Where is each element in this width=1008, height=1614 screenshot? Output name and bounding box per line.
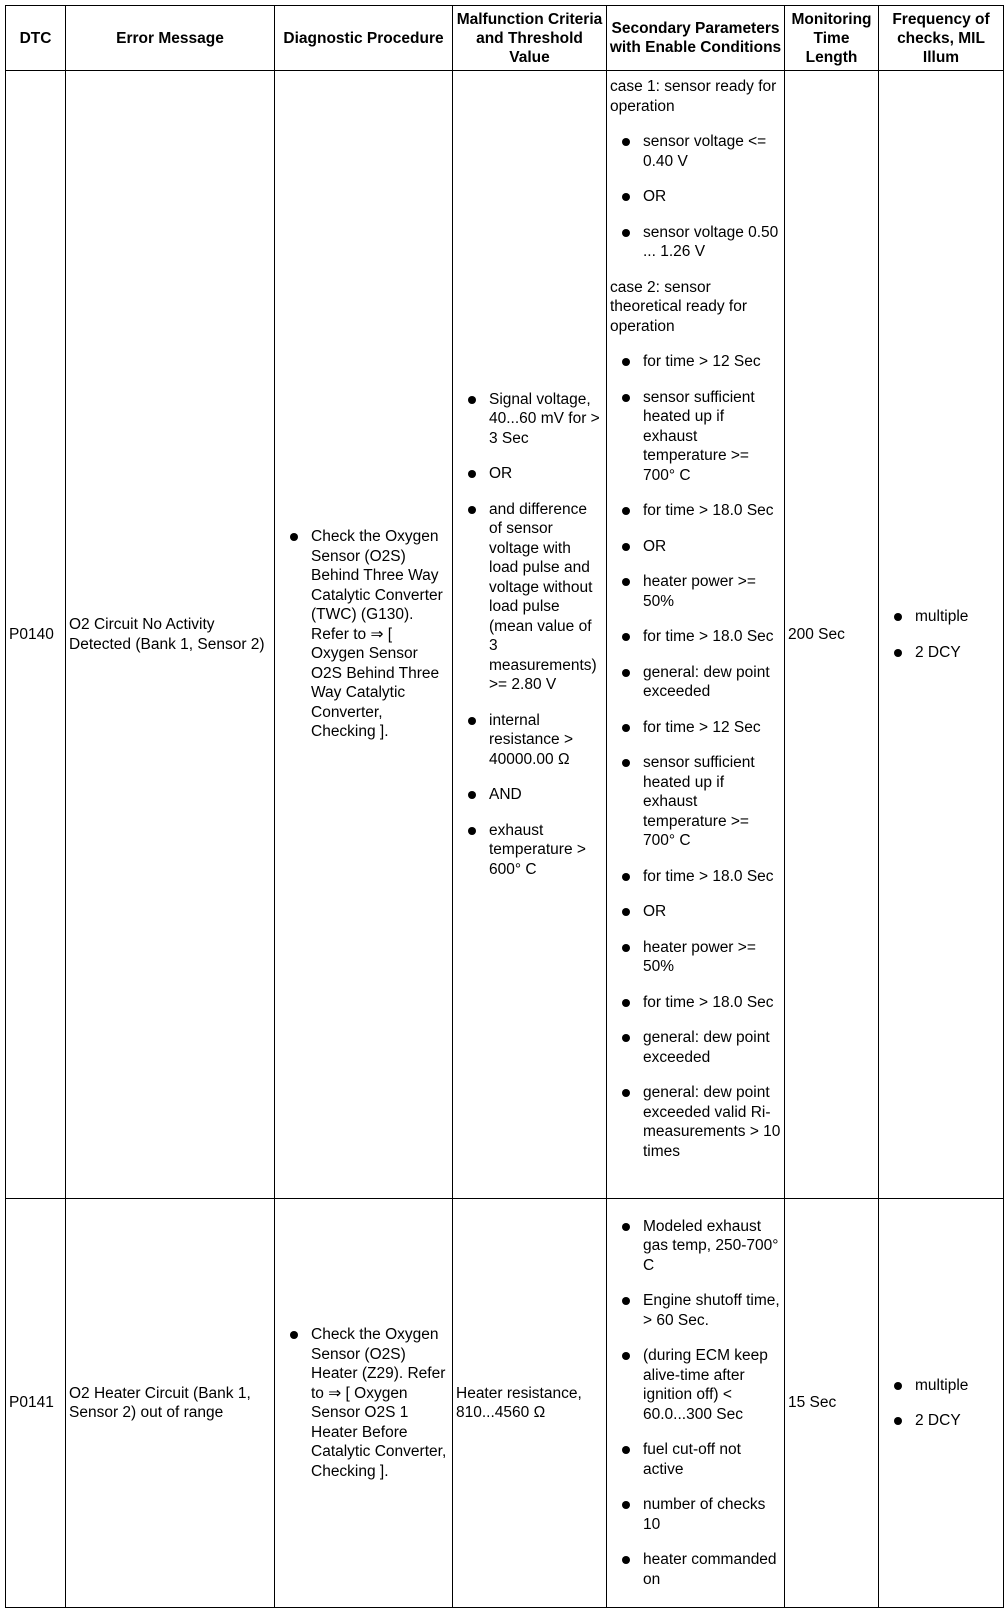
list-item: for time > 12 Sec (610, 352, 781, 372)
list-item: Signal voltage, 40...60 mV for > 3 Sec (456, 390, 603, 449)
list-item: heater commanded on (610, 1550, 781, 1589)
frequency-list (882, 1376, 1000, 1431)
malfunction-criteria: Heater resistance, 810...4560 Ω (453, 1199, 607, 1608)
diagnostic-procedure-list (278, 527, 449, 742)
list-item: OR (610, 537, 781, 557)
list-item: for time > 18.0 Sec (610, 627, 781, 647)
case2-heading: case 2: sensor theoretical ready for operation (610, 278, 747, 335)
list-item: 2 DCY (882, 643, 1000, 663)
list-item: number of checks 10 (610, 1495, 781, 1534)
list-item: OR (610, 187, 781, 207)
list-item: for time > 12 Sec (610, 718, 781, 738)
list-item: exhaust temperature > 600° C (456, 821, 603, 880)
secondary-parameters-cell (607, 1199, 785, 1608)
list-item: for time > 18.0 Sec (610, 993, 781, 1013)
frequency-cell (879, 71, 1004, 1199)
list-item: general: dew point exceeded (610, 663, 781, 702)
error-message: O2 Heater Circuit (Bank 1, Sensor 2) out of range (66, 1199, 275, 1608)
list-item: (during ECM keep alive-time after ignition off) < 60.0...300 Sec (610, 1346, 781, 1424)
header-dtc: DTC (6, 6, 66, 71)
list-item: heater power >= 50% (610, 572, 781, 611)
header-malfunction-criteria: Malfunction Criteria and Threshold Value (453, 6, 607, 71)
case2-list (610, 352, 781, 1161)
header-row (6, 6, 1004, 71)
dtc-code: P0140 (6, 71, 66, 1199)
secondary-list (610, 1217, 781, 1590)
list-item: sensor sufficient heated up if exhaust temperature >= 700° C (610, 388, 781, 486)
table-row-p0140 (6, 71, 1004, 1199)
header-diagnostic-procedure: Diagnostic Procedure (275, 6, 453, 71)
header-monitoring-time: Monitoring Time Length (785, 6, 879, 71)
monitoring-time: 15 Sec (785, 1199, 879, 1608)
case1-heading: case 1: sensor ready for operation (610, 78, 777, 115)
table-row-p0141 (6, 1199, 1004, 1608)
list-item: general: dew point exceeded (610, 1028, 781, 1067)
list-item: fuel cut-off not active (610, 1440, 781, 1479)
diagnostic-procedure: Check the Oxygen Sensor (O2S) Heater (Z29). Refer to ⇒ [ Oxygen Sensor O2S 1 Heater Before Catalytic Converter, Checking ]. (278, 1325, 449, 1481)
list-item: AND (456, 785, 603, 805)
frequency-cell (879, 1199, 1004, 1608)
list-item: OR (456, 464, 603, 484)
list-item: sensor voltage 0.50 ... 1.26 V (610, 223, 781, 262)
list-item: sensor sufficient heated up if exhaust temperature >= 700° C (610, 753, 781, 851)
malfunction-criteria-list (456, 390, 603, 880)
secondary-parameters-cell (607, 71, 785, 1199)
frequency-list (882, 607, 1000, 662)
list-item: internal resistance > 40000.00 Ω (456, 711, 603, 770)
list-item: and difference of sensor voltage with load pulse and voltage without load pulse (mean value of 3 measurements) >= 2.80 V (456, 500, 603, 695)
dtc-code: P0141 (6, 1199, 66, 1608)
list-item: sensor voltage <= 0.40 V (610, 132, 781, 171)
list-item: 2 DCY (882, 1411, 1000, 1431)
monitoring-time: 200 Sec (785, 71, 879, 1199)
dtc-table (5, 5, 1004, 1608)
header-frequency: Frequency of checks, MIL Illum (879, 6, 1004, 71)
list-item: for time > 18.0 Sec (610, 501, 781, 521)
diagnostic-procedure: Check the Oxygen Sensor (O2S) Behind Three Way Catalytic Converter (TWC) (G130). Refer to ⇒ [ Oxygen Sensor O2S Behind Three Way Catalytic Converter, Checking ]. (278, 527, 449, 742)
list-item: multiple (882, 1376, 1000, 1396)
diagnostic-procedure-list (278, 1325, 449, 1481)
list-item: OR (610, 902, 781, 922)
list-item: heater power >= 50% (610, 938, 781, 977)
list-item: multiple (882, 607, 1000, 627)
case1-list (610, 132, 781, 262)
list-item: Engine shutoff time, > 60 Sec. (610, 1291, 781, 1330)
list-item: general: dew point exceeded valid Ri-measurements > 10 times (610, 1083, 781, 1161)
error-message: O2 Circuit No Activity Detected (Bank 1, Sensor 2) (66, 71, 275, 1199)
diagnostic-procedure-cell (275, 71, 453, 1199)
malfunction-criteria-cell (453, 71, 607, 1199)
list-item: for time > 18.0 Sec (610, 867, 781, 887)
header-error-message: Error Message (66, 6, 275, 71)
list-item: Modeled exhaust gas temp, 250-700° C (610, 1217, 781, 1276)
header-secondary-parameters: Secondary Parameters with Enable Conditions (607, 6, 785, 71)
diagnostic-procedure-cell (275, 1199, 453, 1608)
